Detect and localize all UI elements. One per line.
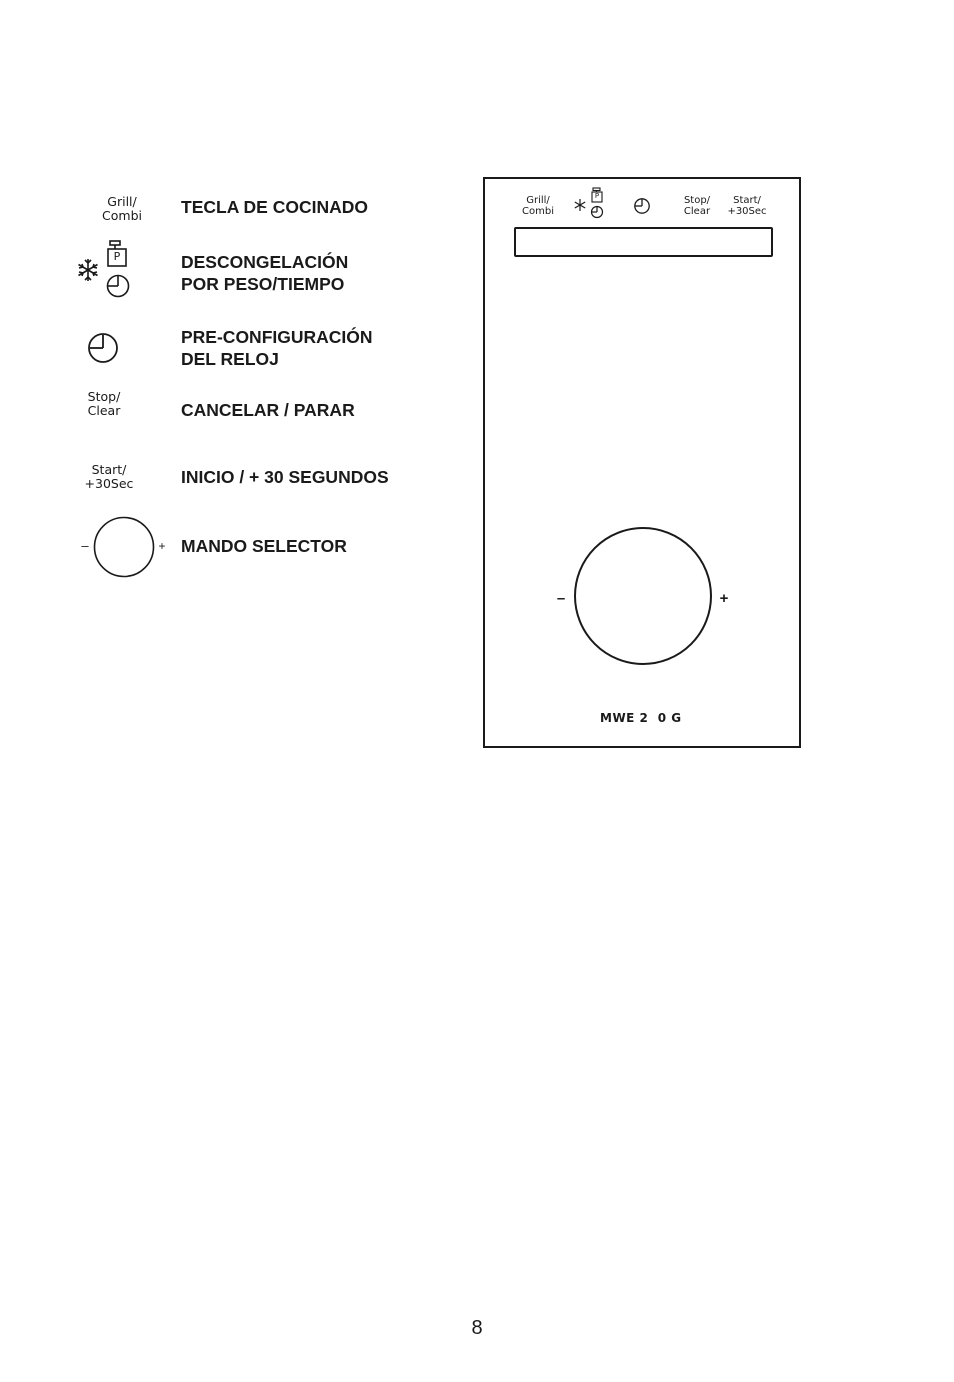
stop-clear-description: CANCELAR / PARAR xyxy=(181,400,355,420)
stop-clear-key-label: Stop/ Clear xyxy=(87,389,121,418)
defrost-description: DESCONGELACIÓN POR PESO/TIEMPO xyxy=(181,252,349,294)
page-number: 8 xyxy=(471,1317,483,1339)
panel-grill-combi-button[interactable]: Grill/ Combi xyxy=(522,195,554,217)
control-panel xyxy=(483,177,801,748)
panel-clock-icon xyxy=(635,199,649,213)
clock-icon xyxy=(85,331,121,367)
defrost-weight-time-icon xyxy=(74,240,134,300)
knob-plus-label: + xyxy=(158,539,166,553)
selector-description: MANDO SELECTOR xyxy=(181,536,347,556)
panel-clock-button[interactable] xyxy=(633,197,651,215)
panel-weight-p-letter: P xyxy=(594,192,600,200)
grill-combi-key-label: Grill/ Combi xyxy=(102,194,142,223)
panel-knob-plus-label: + xyxy=(719,590,729,607)
panel-knob-minus-label: – xyxy=(556,590,566,607)
clock-small-icon xyxy=(108,276,129,297)
panel-snowflake-icon xyxy=(575,199,585,211)
selector-knob[interactable] xyxy=(573,526,713,666)
clock-description: PRE-CONFIGURACIÓN DEL RELOJ xyxy=(181,327,373,369)
display-window xyxy=(514,227,773,257)
panel-start-30sec-button[interactable]: Start/ +30Sec xyxy=(727,195,767,217)
start-30sec-key-label: Start/ +30Sec xyxy=(84,462,134,491)
weight-p-letter: P xyxy=(113,250,121,263)
snowflake-icon xyxy=(79,259,98,281)
model-label: MWE 2 0 G xyxy=(600,711,682,725)
start-30sec-description: INICIO / + 30 SEGUNDOS xyxy=(181,467,389,487)
knob-minus-label: – xyxy=(81,538,89,553)
selector-knob-icon xyxy=(93,516,155,578)
panel-stop-clear-button[interactable]: Stop/ Clear xyxy=(683,195,711,217)
grill-combi-description: TECLA DE COCINADO xyxy=(181,197,368,217)
panel-clock-small-icon xyxy=(592,207,603,218)
